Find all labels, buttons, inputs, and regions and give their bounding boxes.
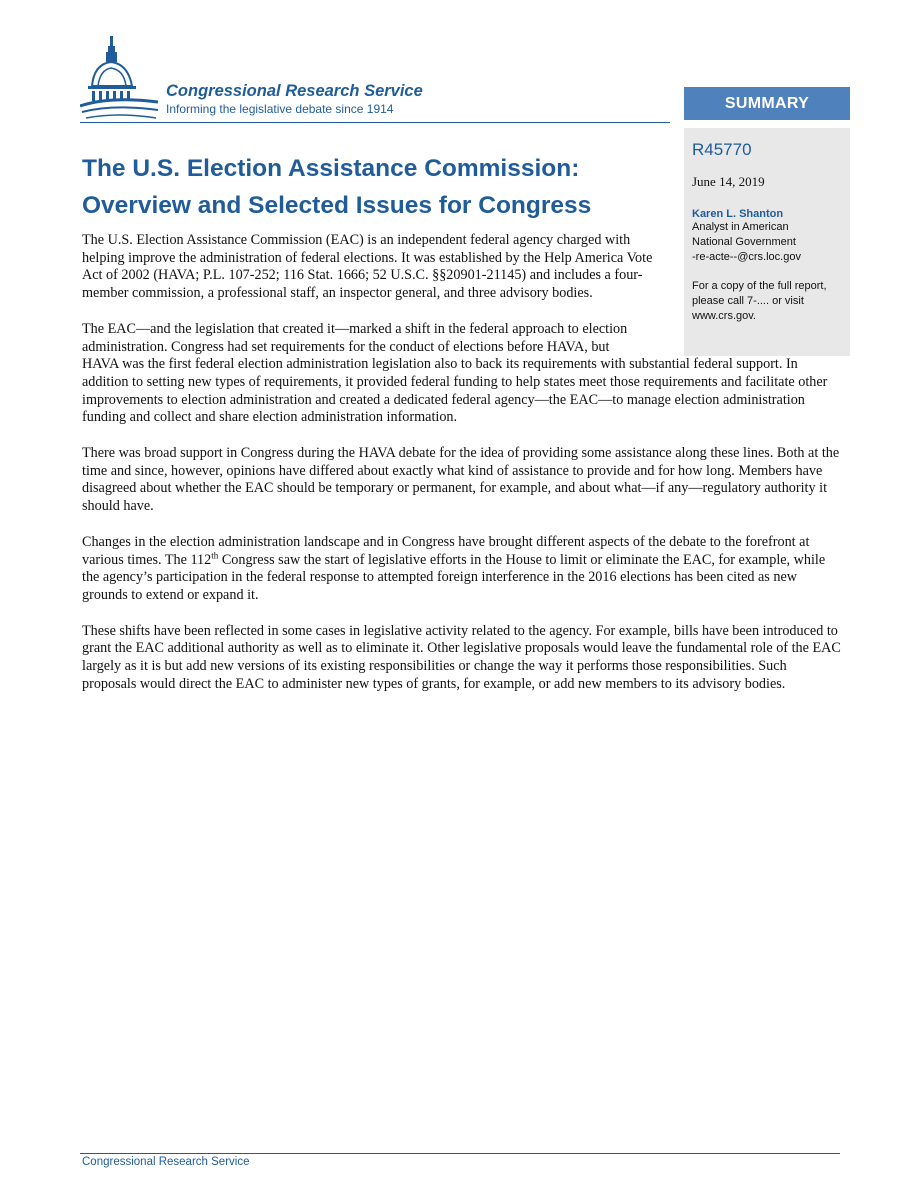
summary-body xyxy=(82,232,842,711)
paragraph-2-part-a: The EAC—and the legislation that created it—marked a shift in the federal approach to election administration. Congress had set requirements for the conduct of elections before HAVA, but xyxy=(82,320,628,355)
title-line1: The U.S. Election Assistance Commission: xyxy=(82,155,580,182)
copy-note-line1: For a copy of the full report, xyxy=(692,280,827,292)
footer-org-name: Congressional Research Service xyxy=(82,1156,250,1168)
paragraph-4-part-a: Changes in the election administration landscape and in Congress have brought different aspects of the debate to the forefront at various times. The 112 xyxy=(82,533,810,568)
document-title xyxy=(82,150,662,224)
paragraph-2-part-b: HAVA was the first federal election administration legislation also to back its requirements with substantial federal support. In addition to setting new types of requirements, it provided federal funding to help states meet those requirements and facilitate other improvements to election administration and created a dedicated federal agency—the EAC—to manage election administration funding and collect and share election administration information. xyxy=(82,356,828,426)
paragraph-4-part-b: Congress saw the start of legislative efforts in the House to limit or eliminate the EAC, for example, while the agency’s participation in the federal response to attempted foreign interference in the 2016 elections has been cited as new grounds to extend or expand it. xyxy=(82,551,826,603)
author-title-line1: Analyst in American xyxy=(692,221,789,233)
crs-logo xyxy=(80,34,480,122)
capitol-dome-icon xyxy=(80,34,160,122)
paragraph-2 xyxy=(82,321,842,427)
ordinal-suffix: th xyxy=(211,549,219,560)
copy-note-line2: please call 7-.... or visit xyxy=(692,295,804,307)
report-number: R45770 xyxy=(692,140,752,159)
title-line2: Overview and Selected Issues for Congress xyxy=(82,192,592,219)
copy-note-line3: www.crs.gov. xyxy=(692,310,756,322)
org-name: Congressional Research Service xyxy=(166,82,423,100)
paragraph-1: The U.S. Election Assistance Commission (EAC) is an independent federal agency charged with helping improve the administration of federal elections. It was established by the Help America Vote Act of 2002 (HAVA; P.L. 107-252; 116 Stat. 1666; 52 U.S.C. §§20901-21145) and includes a four-member commission, a professional staff, an inspector general, and three advisory bodies. xyxy=(82,232,653,302)
header-divider xyxy=(80,122,670,123)
report-date: June 14, 2019 xyxy=(692,174,765,189)
paragraph-5: These shifts have been reflected in some cases in legislative activity related to the agency. For example, bills have been introduced to grant the EAC additional authority as well as to eliminate it. Other legislative proposals would leave the fundamental role of the EAC largely as it is but add new versions of its existing responsibilities or change the way it performs those responsibilities. Such proposals would direct the EAC to administer new types of grants, for example, or add new members to its advisory bodies. xyxy=(82,622,841,692)
author-name: Karen L. Shanton xyxy=(692,208,784,220)
footer-divider xyxy=(80,1153,840,1154)
paragraph-3: There was broad support in Congress during the HAVA debate for the idea of providing some assistance along these lines. Both at the time and since, however, opinions have differed about exactly what kind of assistance to provide and for how long. Members have disagreed about whether the EAC should be temporary or permanent, for example, and about what—if any—regulatory authority it should have. xyxy=(82,445,840,515)
author-email: -re-acte--@crs.loc.gov xyxy=(692,251,801,263)
org-tagline: Informing the legislative debate since 1914 xyxy=(166,102,394,116)
author-title-line2: National Government xyxy=(692,236,796,248)
paragraph-4 xyxy=(82,534,842,605)
summary-label: SUMMARY xyxy=(684,87,850,120)
